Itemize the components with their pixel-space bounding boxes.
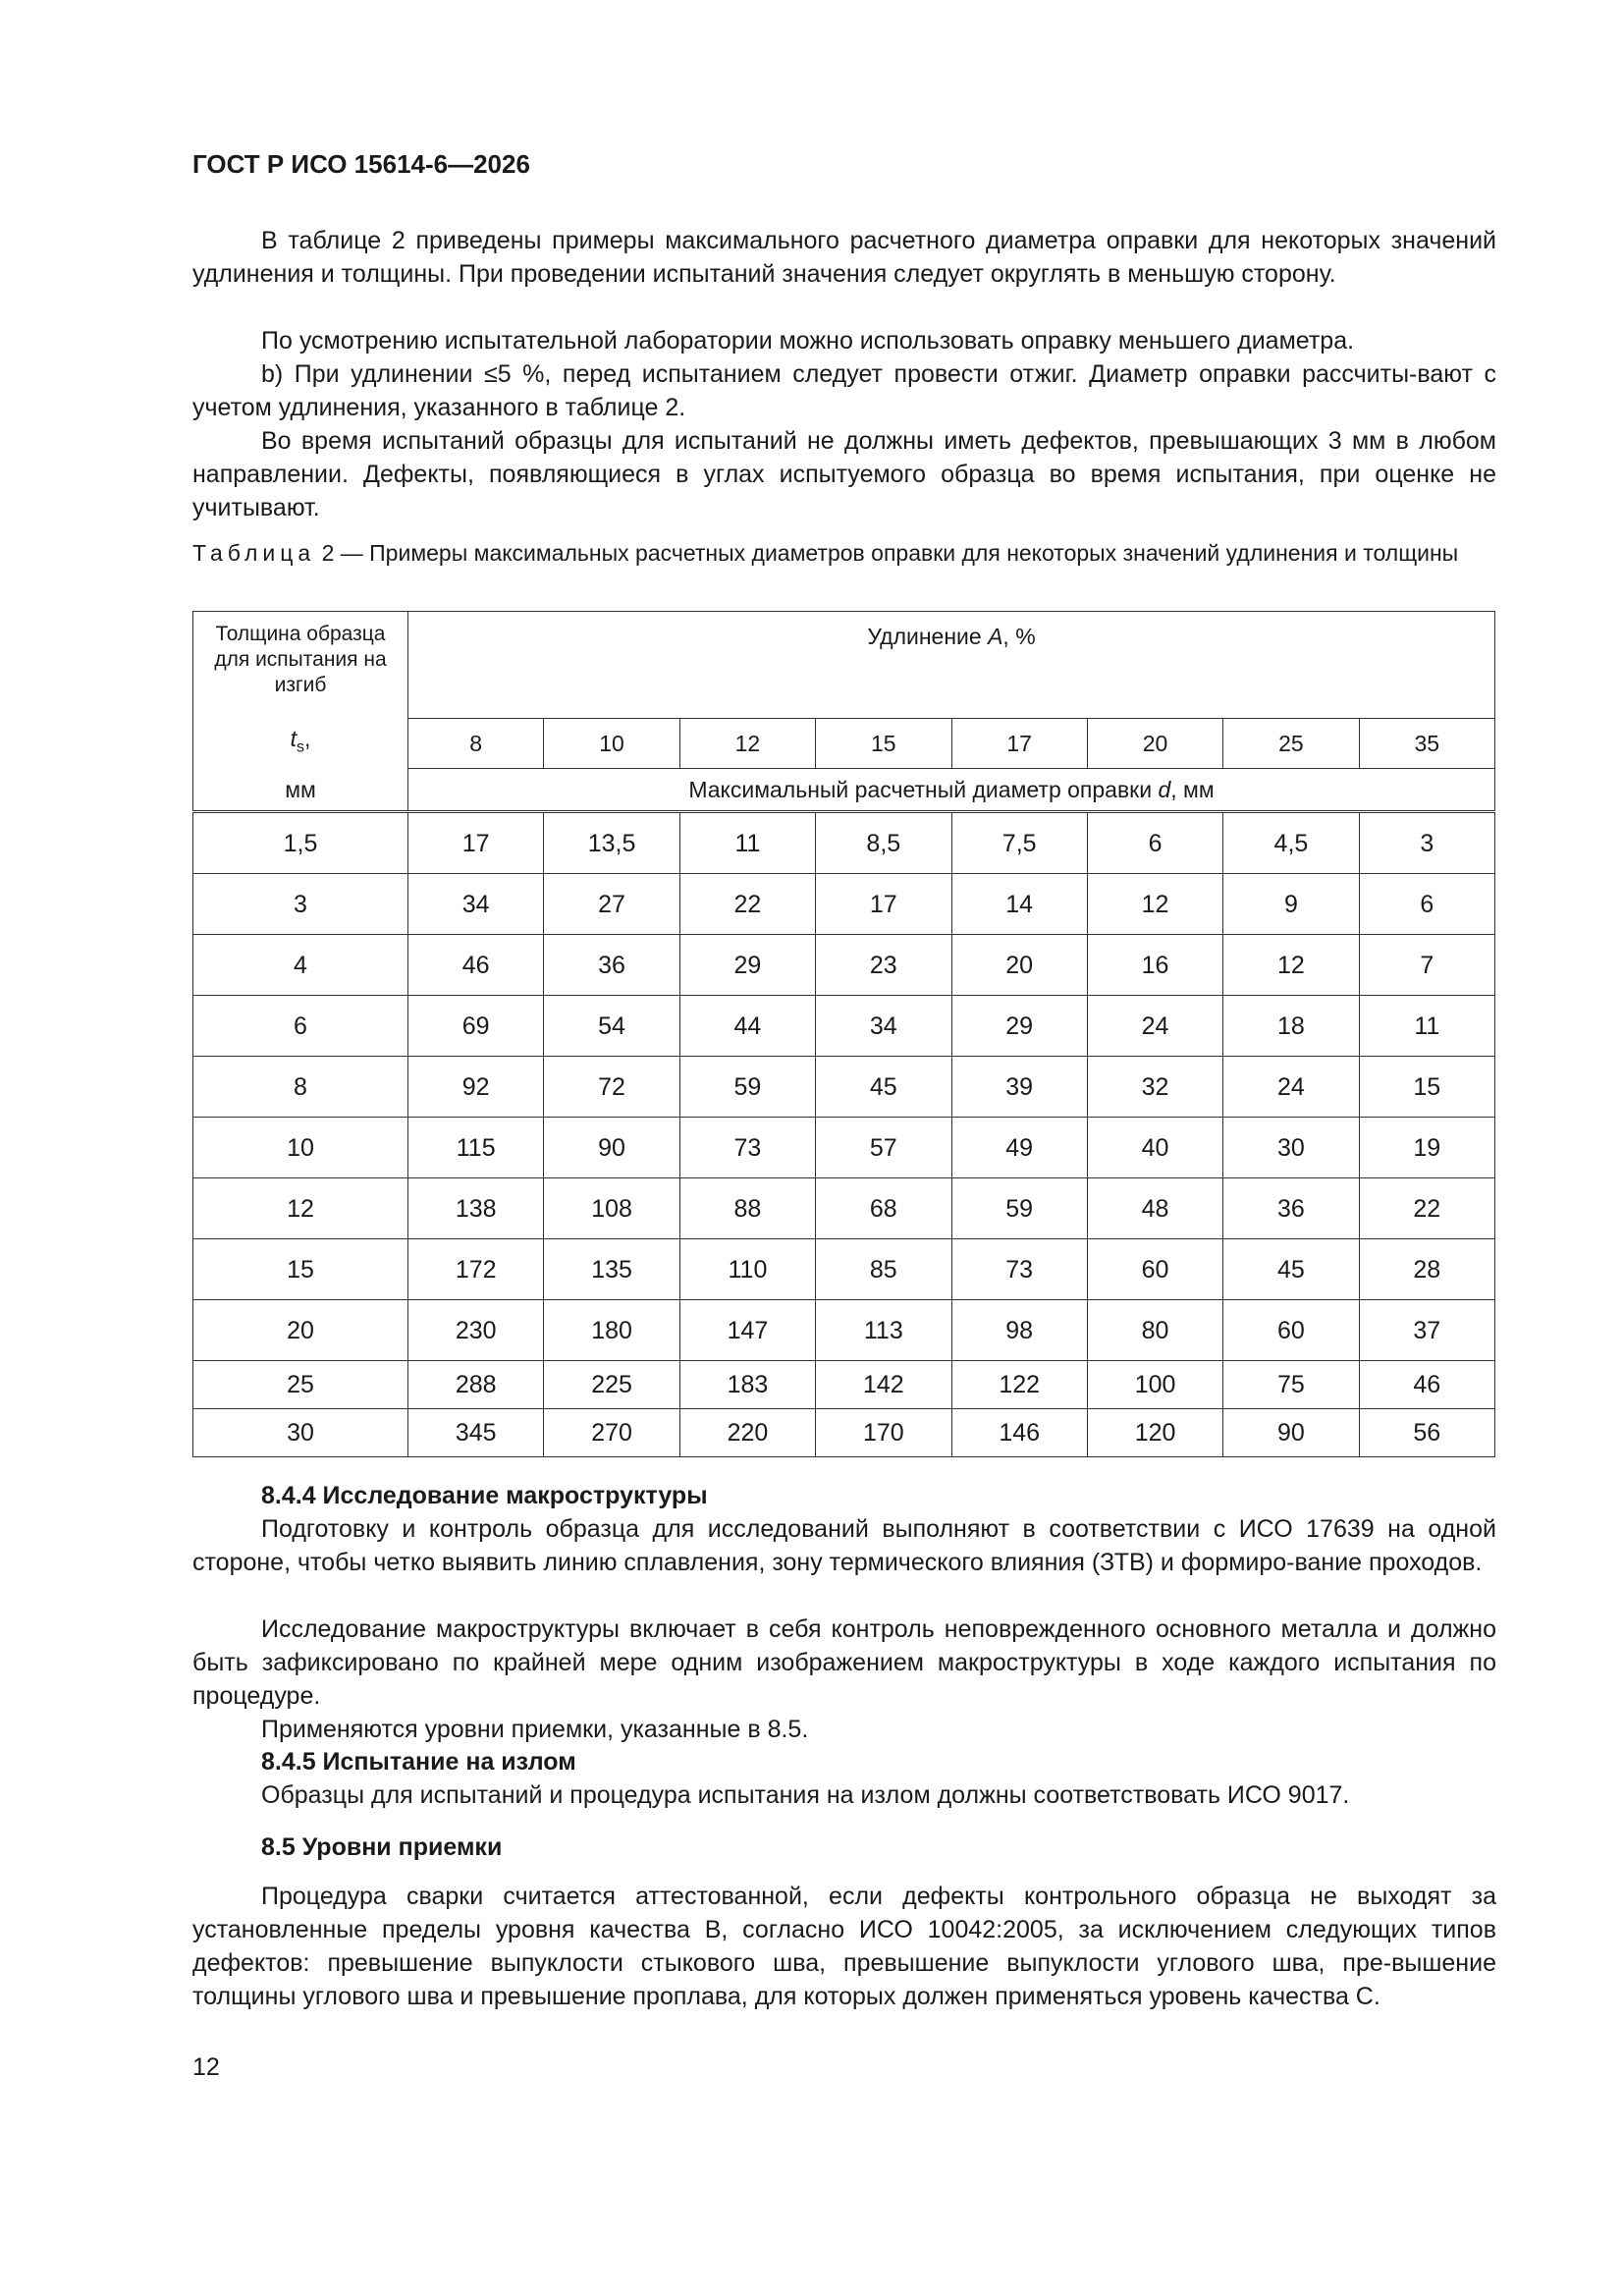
elongation-value: 25 bbox=[1223, 719, 1359, 769]
diameter-cell: 142 bbox=[816, 1361, 951, 1409]
diameter-cell: 22 bbox=[679, 874, 815, 935]
diameter-cell: 54 bbox=[544, 996, 679, 1057]
paragraph: Процедура сварки считается аттестованной, если дефекты контрольного образца не выходят за установленные пределы уровня качества B, согласно ИСО 10042:2005, за исключением следующих типов дефектов: превышение выпуклости стыкового шва, превышение выпуклости углового шва, пре-вышение толщины углового шва и превышение проплава, для которых должен применяться уровень качества C. bbox=[192, 1883, 1496, 2010]
thickness-cell: 8 bbox=[193, 1057, 408, 1118]
thickness-cell: 15 bbox=[193, 1239, 408, 1300]
diameter-cell: 7,5 bbox=[951, 812, 1087, 874]
diameter-cell: 34 bbox=[408, 874, 544, 935]
elongation-value: 8 bbox=[408, 719, 544, 769]
thickness-cell: 3 bbox=[193, 874, 408, 935]
diameter-cell: 19 bbox=[1359, 1118, 1494, 1178]
diameter-cell: 34 bbox=[816, 996, 951, 1057]
paragraph: Применяются уровни приемки, указанные в 8.5. bbox=[261, 1716, 809, 1743]
diameter-cell: 225 bbox=[544, 1361, 679, 1409]
table-row bbox=[193, 1239, 1495, 1300]
diameter-cell: 68 bbox=[816, 1178, 951, 1239]
diameter-cell: 6 bbox=[1087, 812, 1222, 874]
diameter-cell: 72 bbox=[544, 1057, 679, 1118]
diameter-cell: 20 bbox=[951, 935, 1087, 996]
table-row bbox=[193, 935, 1495, 996]
diameter-cell: 3 bbox=[1359, 812, 1494, 874]
paragraph: Во время испытаний образцы для испытаний не должны иметь дефектов, превышающих 3 мм в любом направлении. Дефекты, появляющиеся в углах испытуемого образца во время испытания, при оценке не учитывают. bbox=[192, 427, 1496, 521]
table-caption bbox=[192, 538, 1496, 568]
paragraph: По усмотрению испытательной лаборатории можно использовать оправку меньшего диаметра. bbox=[261, 327, 1355, 355]
diameter-cell: 75 bbox=[1223, 1361, 1359, 1409]
col0-header: Толщина образца для испытания на изгиб bbox=[193, 612, 408, 719]
table-row bbox=[193, 1118, 1495, 1178]
elongation-value: 17 bbox=[951, 719, 1087, 769]
thickness-cell: 25 bbox=[193, 1361, 408, 1409]
table-row bbox=[193, 812, 1495, 874]
diameter-cell: 56 bbox=[1359, 1409, 1494, 1457]
table-row bbox=[193, 1300, 1495, 1361]
diameter-cell: 80 bbox=[1087, 1300, 1222, 1361]
thickness-cell: 1,5 bbox=[193, 812, 408, 874]
mandrel-diameter-table bbox=[192, 611, 1495, 1457]
diameter-cell: 98 bbox=[951, 1300, 1087, 1361]
diameter-cell: 46 bbox=[408, 935, 544, 996]
col0-symbol: $t_s$, bbox=[193, 719, 408, 769]
diameter-cell: 17 bbox=[816, 874, 951, 935]
diameter-cell: 7 bbox=[1359, 935, 1494, 996]
diameter-cell: 183 bbox=[679, 1361, 815, 1409]
elongation-value: 20 bbox=[1087, 719, 1222, 769]
paragraph: Исследование макроструктуры включает в себя контроль неповрежденного основного металла и должно быть зафиксировано по крайней мере одним изображением макроструктуры в ходе каждого испытания по процедуре. bbox=[192, 1615, 1496, 1710]
diameter-cell: 16 bbox=[1087, 935, 1222, 996]
diameter-cell: 59 bbox=[679, 1057, 815, 1118]
paragraph: Подготовку и контроль образца для исследований выполняют в соответствии с ИСО 17639 на одной стороне, чтобы четко выявить линию сплавления, зону термического влияния (ЗТВ) и формиро-вание проходов. bbox=[192, 1515, 1496, 1576]
diameter-cell: 29 bbox=[951, 996, 1087, 1057]
table-caption-label: Таблица bbox=[192, 540, 316, 566]
diameter-cell: 69 bbox=[408, 996, 544, 1057]
paragraph: Образцы для испытаний и процедура испытания на излом должны соответствовать ИСО 9017. bbox=[261, 1781, 1350, 1809]
diameter-cell: 17 bbox=[408, 812, 544, 874]
diameter-cell: 108 bbox=[544, 1178, 679, 1239]
diameter-cell: 345 bbox=[408, 1409, 544, 1457]
diameter-cell: 44 bbox=[679, 996, 815, 1057]
diameter-cell: 92 bbox=[408, 1057, 544, 1118]
diameter-cell: 57 bbox=[816, 1118, 951, 1178]
elongation-values-row bbox=[193, 719, 1495, 769]
diameter-cell: 23 bbox=[816, 935, 951, 996]
table-row bbox=[193, 1409, 1495, 1457]
diameter-cell: 85 bbox=[816, 1239, 951, 1300]
diameter-cell: 36 bbox=[1223, 1178, 1359, 1239]
diameter-cell: 30 bbox=[1223, 1118, 1359, 1178]
table-row bbox=[193, 1361, 1495, 1409]
thickness-cell: 6 bbox=[193, 996, 408, 1057]
table-body bbox=[193, 812, 1495, 1457]
diameter-cell: 15 bbox=[1359, 1057, 1494, 1118]
thickness-cell: 12 bbox=[193, 1178, 408, 1239]
diameter-cell: 24 bbox=[1223, 1057, 1359, 1118]
diameter-cell: 32 bbox=[1087, 1057, 1222, 1118]
diameter-cell: 110 bbox=[679, 1239, 815, 1300]
diameter-cell: 37 bbox=[1359, 1300, 1494, 1361]
diameter-cell: 90 bbox=[544, 1118, 679, 1178]
diameter-cell: 48 bbox=[1087, 1178, 1222, 1239]
table-header bbox=[193, 612, 1495, 812]
diameter-cell: 4,5 bbox=[1223, 812, 1359, 874]
diameter-cell: 120 bbox=[1087, 1409, 1222, 1457]
diameter-header: Максимальный расчетный диаметр оправки d, мм bbox=[408, 769, 1495, 812]
section-heading-8-4-5: 8.4.5 Испытание на излом bbox=[261, 1748, 576, 1776]
diameter-cell: 270 bbox=[544, 1409, 679, 1457]
diameter-cell: 12 bbox=[1223, 935, 1359, 996]
diameter-cell: 45 bbox=[816, 1057, 951, 1118]
diameter-cell: 9 bbox=[1223, 874, 1359, 935]
diameter-cell: 39 bbox=[951, 1057, 1087, 1118]
diameter-cell: 13,5 bbox=[544, 812, 679, 874]
elongation-value: 10 bbox=[544, 719, 679, 769]
thickness-cell: 4 bbox=[193, 935, 408, 996]
diameter-cell: 220 bbox=[679, 1409, 815, 1457]
diameter-cell: 40 bbox=[1087, 1118, 1222, 1178]
col0-unit: мм bbox=[193, 769, 408, 812]
diameter-cell: 18 bbox=[1223, 996, 1359, 1057]
diameter-cell: 170 bbox=[816, 1409, 951, 1457]
diameter-cell: 60 bbox=[1087, 1239, 1222, 1300]
diameter-cell: 122 bbox=[951, 1361, 1087, 1409]
diameter-cell: 6 bbox=[1359, 874, 1494, 935]
section-heading-8-5: 8.5 Уровни приемки bbox=[261, 1833, 503, 1861]
diameter-cell: 22 bbox=[1359, 1178, 1494, 1239]
diameter-cell: 14 bbox=[951, 874, 1087, 935]
elongation-value: 15 bbox=[816, 719, 951, 769]
diameter-cell: 230 bbox=[408, 1300, 544, 1361]
diameter-cell: 8,5 bbox=[816, 812, 951, 874]
diameter-cell: 73 bbox=[951, 1239, 1087, 1300]
diameter-cell: 135 bbox=[544, 1239, 679, 1300]
elongation-value: 35 bbox=[1359, 719, 1494, 769]
paragraph: В таблице 2 приведены примеры максимального расчетного диаметра оправки для некоторых значений удлинения и толщины. При проведении испытаний значения следует округлять в меньшую сторону. bbox=[192, 227, 1496, 288]
elongation-header: Удлинение A, % bbox=[408, 612, 1495, 719]
diameter-cell: 180 bbox=[544, 1300, 679, 1361]
diameter-cell: 60 bbox=[1223, 1300, 1359, 1361]
table-row bbox=[193, 1178, 1495, 1239]
table-caption-text: 2 — Примеры максимальных расчетных диаметров оправки для некоторых значений удлинения и толщины bbox=[315, 540, 1459, 566]
diameter-cell: 49 bbox=[951, 1118, 1087, 1178]
diameter-cell: 172 bbox=[408, 1239, 544, 1300]
paragraph: b) При удлинении ≤5 %, перед испытанием следует провести отжиг. Диаметр оправки рассчиты-вают с учетом удлинения, указанного в таблице 2. bbox=[192, 360, 1496, 421]
diameter-cell: 28 bbox=[1359, 1239, 1494, 1300]
diameter-cell: 24 bbox=[1087, 996, 1222, 1057]
diameter-cell: 88 bbox=[679, 1178, 815, 1239]
table-row bbox=[193, 1057, 1495, 1118]
thickness-cell: 30 bbox=[193, 1409, 408, 1457]
diameter-cell: 90 bbox=[1223, 1409, 1359, 1457]
thickness-cell: 20 bbox=[193, 1300, 408, 1361]
table-row bbox=[193, 874, 1495, 935]
diameter-cell: 115 bbox=[408, 1118, 544, 1178]
diameter-cell: 138 bbox=[408, 1178, 544, 1239]
diameter-cell: 29 bbox=[679, 935, 815, 996]
diameter-cell: 36 bbox=[544, 935, 679, 996]
page-number: 12 bbox=[192, 2053, 220, 2081]
diameter-cell: 59 bbox=[951, 1178, 1087, 1239]
diameter-cell: 73 bbox=[679, 1118, 815, 1178]
elongation-value: 12 bbox=[679, 719, 815, 769]
document-header: ГОСТ Р ИСО 15614-6—2026 bbox=[192, 149, 530, 179]
diameter-cell: 45 bbox=[1223, 1239, 1359, 1300]
thickness-cell: 10 bbox=[193, 1118, 408, 1178]
diameter-cell: 46 bbox=[1359, 1361, 1494, 1409]
diameter-cell: 146 bbox=[951, 1409, 1087, 1457]
diameter-cell: 100 bbox=[1087, 1361, 1222, 1409]
diameter-cell: 11 bbox=[1359, 996, 1494, 1057]
diameter-cell: 113 bbox=[816, 1300, 951, 1361]
diameter-cell: 11 bbox=[679, 812, 815, 874]
table-row bbox=[193, 996, 1495, 1057]
diameter-cell: 27 bbox=[544, 874, 679, 935]
section-heading-8-4-4: 8.4.4 Исследование макроструктуры bbox=[261, 1482, 708, 1509]
diameter-cell: 147 bbox=[679, 1300, 815, 1361]
diameter-cell: 288 bbox=[408, 1361, 544, 1409]
diameter-cell: 12 bbox=[1087, 874, 1222, 935]
